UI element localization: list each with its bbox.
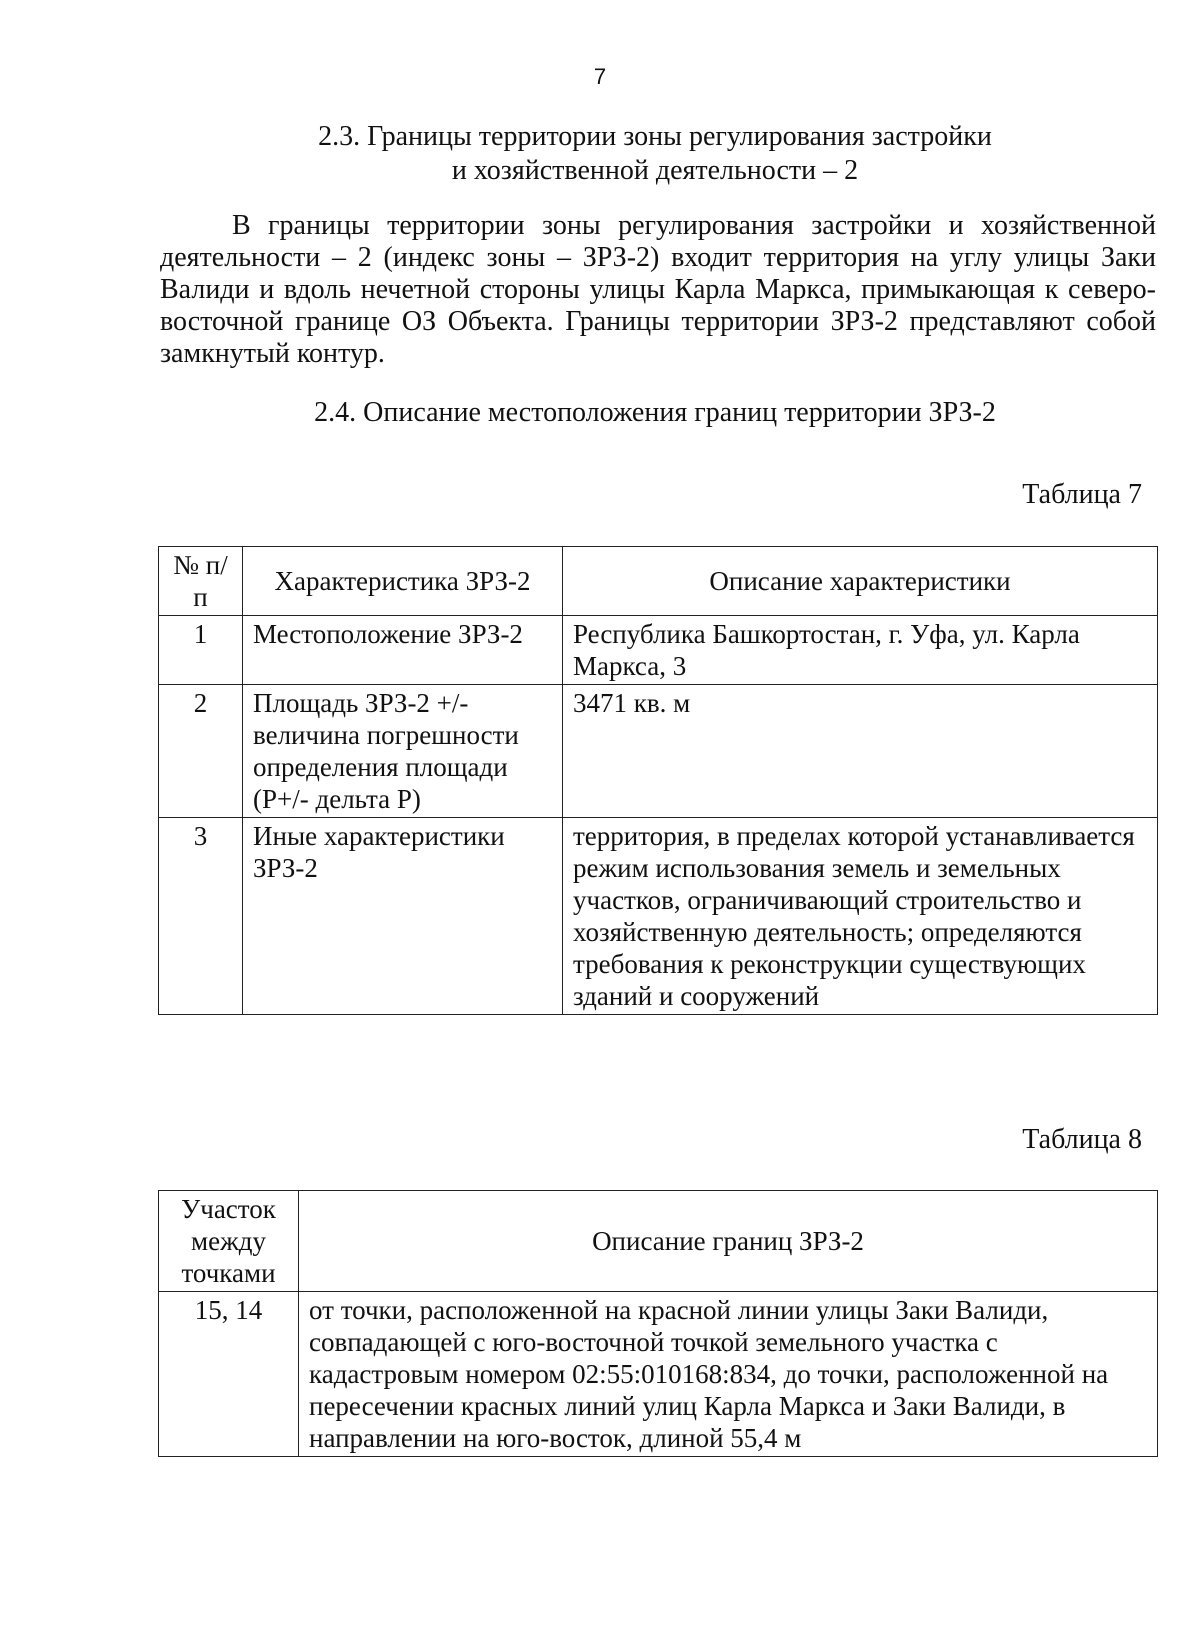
row-characteristic: Местоположение ЗРЗ-2 [243, 616, 563, 685]
section-2-3-title-line2: и хозяйственной деятельности – 2 [451, 155, 859, 186]
table-8 [158, 1190, 1158, 1457]
section-2-3-heading [155, 120, 1155, 188]
row-characteristic: Иные характеристики ЗРЗ-2 [243, 818, 563, 1015]
table-7-header-description: Описание характеристики [563, 547, 1158, 616]
table-row [159, 818, 1158, 1015]
row-number: 3 [159, 818, 243, 1015]
row-characteristic: Площадь ЗРЗ-2 +/- величина погрешности определения площади (Р+/- дельта Р) [243, 685, 563, 818]
table-8-header-segment: Участок между точками [159, 1191, 299, 1292]
row-number: 1 [159, 616, 243, 685]
table-row [159, 1292, 1158, 1457]
table-row [159, 616, 1158, 685]
table-7-header-num: № п/п [159, 547, 243, 616]
table-7-header-row [159, 547, 1158, 616]
table-7-caption: Таблица 7 [1022, 479, 1142, 510]
table-row [159, 685, 1158, 818]
section-2-3-title-line1: 2.3. Границы территории зоны регулирования застройки [318, 121, 992, 152]
row-description: 3471 кв. м [563, 685, 1158, 818]
section-2-3-paragraph: В границы территории зоны регулирования застройки и хозяйственной деятельности – 2 (индекс зоны – ЗРЗ-2) входит территория на углу улицы Заки Валиди и вдоль нечетной стороны улицы Карла Маркса, примыкающая к северо-восточной границе ОЗ Объекта. Границы территории ЗРЗ-2 представляют собой замкнутый контур. [160, 210, 1156, 369]
table-7 [158, 546, 1158, 1015]
page-number: 7 [593, 64, 607, 89]
table-8-caption: Таблица 8 [1022, 1124, 1142, 1155]
row-description: территория, в пределах которой устанавливается режим использования земель и земельных участков, ограничивающий строительство и хозяйственную деятельность; определяются требования к реконструкции существующих зданий и сооружений [563, 818, 1158, 1015]
section-2-4-heading: 2.4. Описание местоположения границ территории ЗРЗ-2 [314, 397, 996, 428]
row-number: 2 [159, 685, 243, 818]
table-8-header-row [159, 1191, 1158, 1292]
row-description: Республика Башкортостан, г. Уфа, ул. Карла Маркса, 3 [563, 616, 1158, 685]
table-8-header-description: Описание границ ЗРЗ-2 [299, 1191, 1158, 1292]
table-7-header-characteristic: Характеристика ЗРЗ-2 [243, 547, 563, 616]
row-segment: 15, 14 [159, 1292, 299, 1457]
row-description: от точки, расположенной на красной линии улицы Заки Валиди, совпадающей с юго-восточной точкой земельного участка с кадастровым номером 02:55:010168:834, до точки, расположенной на пересечении красных линий улиц Карла Маркса и Заки Валиди, в направлении на юго-восток, длиной 55,4 м [299, 1292, 1158, 1457]
